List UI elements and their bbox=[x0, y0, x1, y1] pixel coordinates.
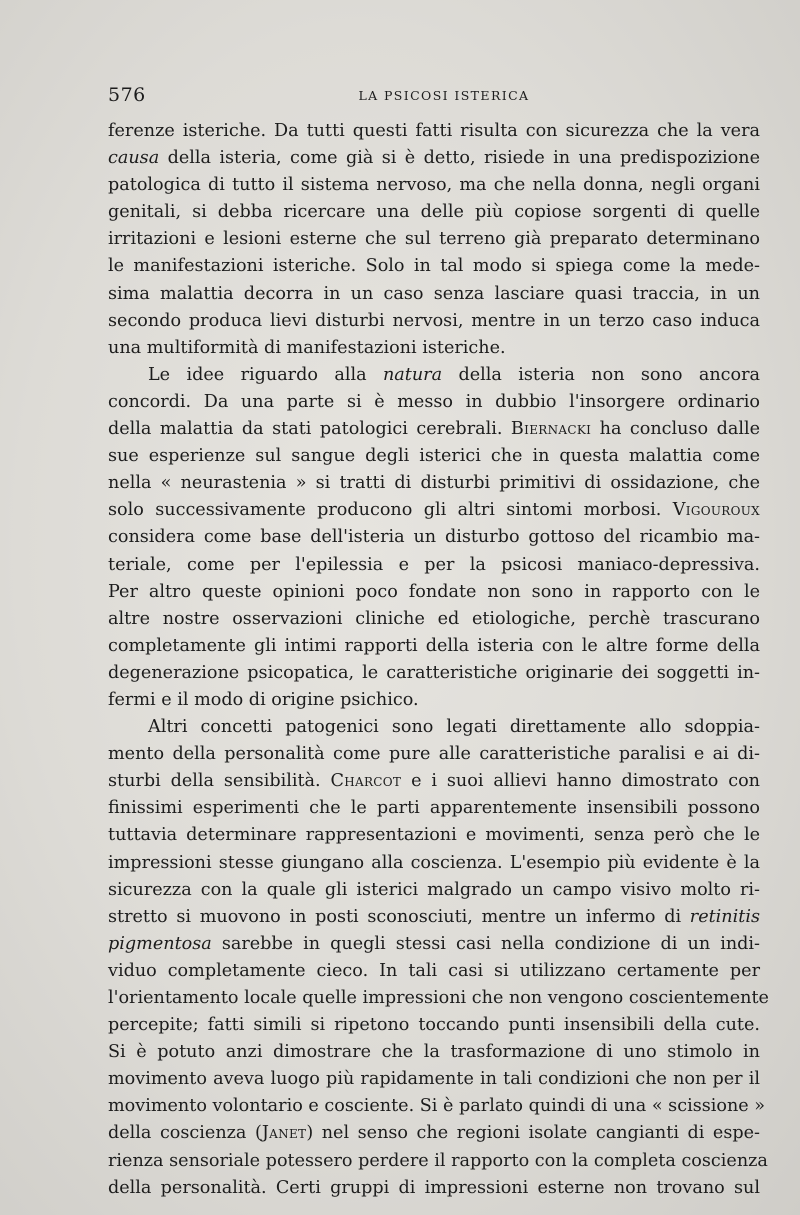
text-line bbox=[108, 118, 760, 145]
italic-term: retinitis bbox=[689, 906, 760, 927]
text-run: una multiformità di manifestazioni isteriche. bbox=[108, 337, 506, 358]
text-run: Le idee riguardo alla bbox=[148, 364, 383, 385]
text-run: le manifestazioni isteriche. Solo in tal modo si spiega come la mede- bbox=[108, 256, 760, 277]
text-run: ferenze isteriche. Da tutti questi fatti risulta con sicurezza che la vera bbox=[108, 121, 760, 141]
text-line bbox=[108, 579, 760, 606]
text-run: rienza sensoriale potessero perdere il rapporto con la completa coscienza bbox=[108, 1150, 768, 1171]
italic-term: causa bbox=[108, 148, 160, 169]
text-run: Per altro queste opinioni poco fondate non sono in rapporto con le bbox=[108, 581, 760, 602]
text-line bbox=[108, 931, 760, 958]
text-run: sturbi della sensibilità. bbox=[108, 771, 331, 792]
text-run: l'orientamento locale quelle impressioni che non vengono coscientemente bbox=[108, 988, 769, 1008]
author-name: Biernacki bbox=[510, 419, 592, 440]
text-line bbox=[108, 253, 760, 280]
text-line bbox=[108, 226, 760, 253]
text-run: ) nel senso che regioni isolate cangianti di espe- bbox=[306, 1123, 760, 1144]
text-run: sicurezza con la quale gli isterici malgrado un campo visivo molto ri- bbox=[108, 879, 760, 900]
text-run: irritazioni e lesioni esterne che sul terreno già preparato determinano bbox=[108, 229, 760, 250]
text-run: considera come base dell'isteria un disturbo gottoso del ricambio ma- bbox=[108, 527, 760, 548]
text-line bbox=[108, 335, 760, 362]
text-line bbox=[108, 497, 760, 524]
author-name: Vigouroux bbox=[672, 500, 760, 521]
text-run: ha concluso dalle bbox=[591, 419, 760, 440]
running-title: LA PSICOSI ISTERICA bbox=[358, 88, 530, 103]
text-run: della coscienza ( bbox=[108, 1123, 262, 1144]
author-name: Janet bbox=[261, 1123, 307, 1144]
text-line bbox=[108, 281, 760, 308]
text-run: movimento volontario e cosciente. Si è parlato quindi di una « scissione » bbox=[108, 1096, 766, 1117]
text-run: teriale, come per l'epilessia e per la psicosi maniaco-depressiva. bbox=[108, 554, 760, 575]
text-line bbox=[108, 985, 769, 1012]
text-line bbox=[108, 389, 760, 416]
text-run: Si è potuto anzi dimostrare che la trasformazione di uno stimolo in bbox=[108, 1042, 760, 1063]
text-line bbox=[108, 552, 760, 579]
text-line bbox=[108, 362, 760, 389]
text-run: degenerazione psicopatica, le caratteristiche originarie dei soggetti in- bbox=[108, 662, 760, 683]
text-run: sarebbe in quegli stessi casi nella condizione di un indi- bbox=[211, 933, 760, 954]
text-run: della personalità. Certi gruppi di impressioni esterne non trovano sul bbox=[108, 1177, 760, 1198]
text-run: genitali, si debba ricercare una delle più copiose sorgenti di quelle bbox=[108, 202, 760, 223]
page-number: 576 bbox=[108, 84, 146, 106]
text-run: mento della personalità come pure alle caratteristiche paralisi e ai di- bbox=[108, 744, 760, 765]
text-run: tuttavia determinare rappresentazioni e movimenti, senza però che le bbox=[108, 825, 760, 846]
text-line bbox=[108, 1120, 760, 1147]
italic-term: natura bbox=[382, 364, 443, 385]
text-run: della isteria non sono ancora bbox=[442, 364, 760, 385]
text-run: movimento aveva luogo più rapidamente in tali condizioni che non per il bbox=[108, 1069, 760, 1090]
text-run: finissimi esperimenti che le parti apparentemente insensibili possono bbox=[108, 798, 760, 819]
text-line bbox=[108, 741, 760, 768]
text-run: patologica di tutto il sistema nervoso, ma che nella donna, negli organi bbox=[108, 175, 760, 196]
text-line bbox=[108, 904, 760, 931]
body-text bbox=[108, 118, 769, 1202]
text-line bbox=[108, 660, 760, 687]
text-run: viduo completamente cieco. In tali casi si utilizzano certamente per bbox=[108, 960, 760, 981]
author-name: Charcot bbox=[330, 771, 402, 792]
text-run: impressioni stesse giungano alla coscienza. L'esempio più evidente è la bbox=[108, 852, 760, 873]
text-line bbox=[108, 1012, 760, 1039]
text-line bbox=[108, 308, 760, 335]
text-run: completamente gli intimi rapporti della isteria con le altre forme della bbox=[108, 635, 760, 656]
text-run: percepite; fatti simili si ripetono toccando punti insensibili della cute. bbox=[108, 1015, 760, 1036]
text-run: della isteria, come già si è detto, risiede in una predispozizione bbox=[159, 148, 760, 169]
text-line bbox=[108, 443, 760, 470]
text-line bbox=[108, 795, 760, 822]
text-line bbox=[108, 687, 760, 714]
text-line bbox=[108, 768, 760, 795]
text-line bbox=[108, 199, 760, 226]
text-run: Altri concetti patogenici sono legati direttamente allo sdoppia- bbox=[148, 717, 760, 738]
text-run: altre nostre osservazioni cliniche ed etiologiche, perchè trascurano bbox=[108, 608, 760, 629]
text-line bbox=[108, 877, 760, 904]
text-line bbox=[108, 1093, 766, 1120]
page-header bbox=[108, 84, 760, 110]
text-run: sima malattia decorra in un caso senza lasciare quasi traccia, in un bbox=[108, 283, 760, 304]
text-line bbox=[108, 633, 760, 660]
text-run: concordi. Da una parte si è messo in dubbio l'insorgere ordinario bbox=[108, 391, 760, 412]
text-run: stretto si muovono in posti sconosciuti, mentre un infermo di bbox=[108, 906, 690, 927]
text-line bbox=[108, 470, 760, 497]
text-run: della malattia da stati patologici cerebrali. bbox=[108, 419, 511, 440]
text-run: e i suoi allievi hanno dimostrato con bbox=[401, 771, 760, 792]
text-line bbox=[108, 524, 760, 551]
text-run: secondo produca lievi disturbi nervosi, mentre in un terzo caso induca bbox=[108, 310, 760, 331]
text-line bbox=[108, 416, 760, 443]
text-line bbox=[108, 850, 760, 877]
text-line bbox=[108, 606, 760, 633]
text-run: nella « neurastenia » si tratti di disturbi primitivi di ossidazione, che bbox=[108, 473, 760, 494]
text-line bbox=[108, 714, 760, 741]
text-line bbox=[108, 822, 760, 849]
text-line bbox=[108, 1039, 760, 1066]
text-run: solo successivamente producono gli altri sintomi morbosi. bbox=[108, 500, 673, 521]
text-run: fermi e il modo di origine psichico. bbox=[108, 689, 419, 710]
text-line bbox=[108, 145, 760, 172]
text-line bbox=[108, 1066, 760, 1093]
text-line bbox=[108, 1148, 768, 1175]
text-line bbox=[108, 1175, 760, 1202]
text-line bbox=[108, 172, 760, 199]
text-run: sue esperienze sul sangue degli isterici che in questa malattia come bbox=[108, 446, 760, 467]
text-line bbox=[108, 958, 760, 985]
italic-term: pigmentosa bbox=[108, 933, 212, 954]
